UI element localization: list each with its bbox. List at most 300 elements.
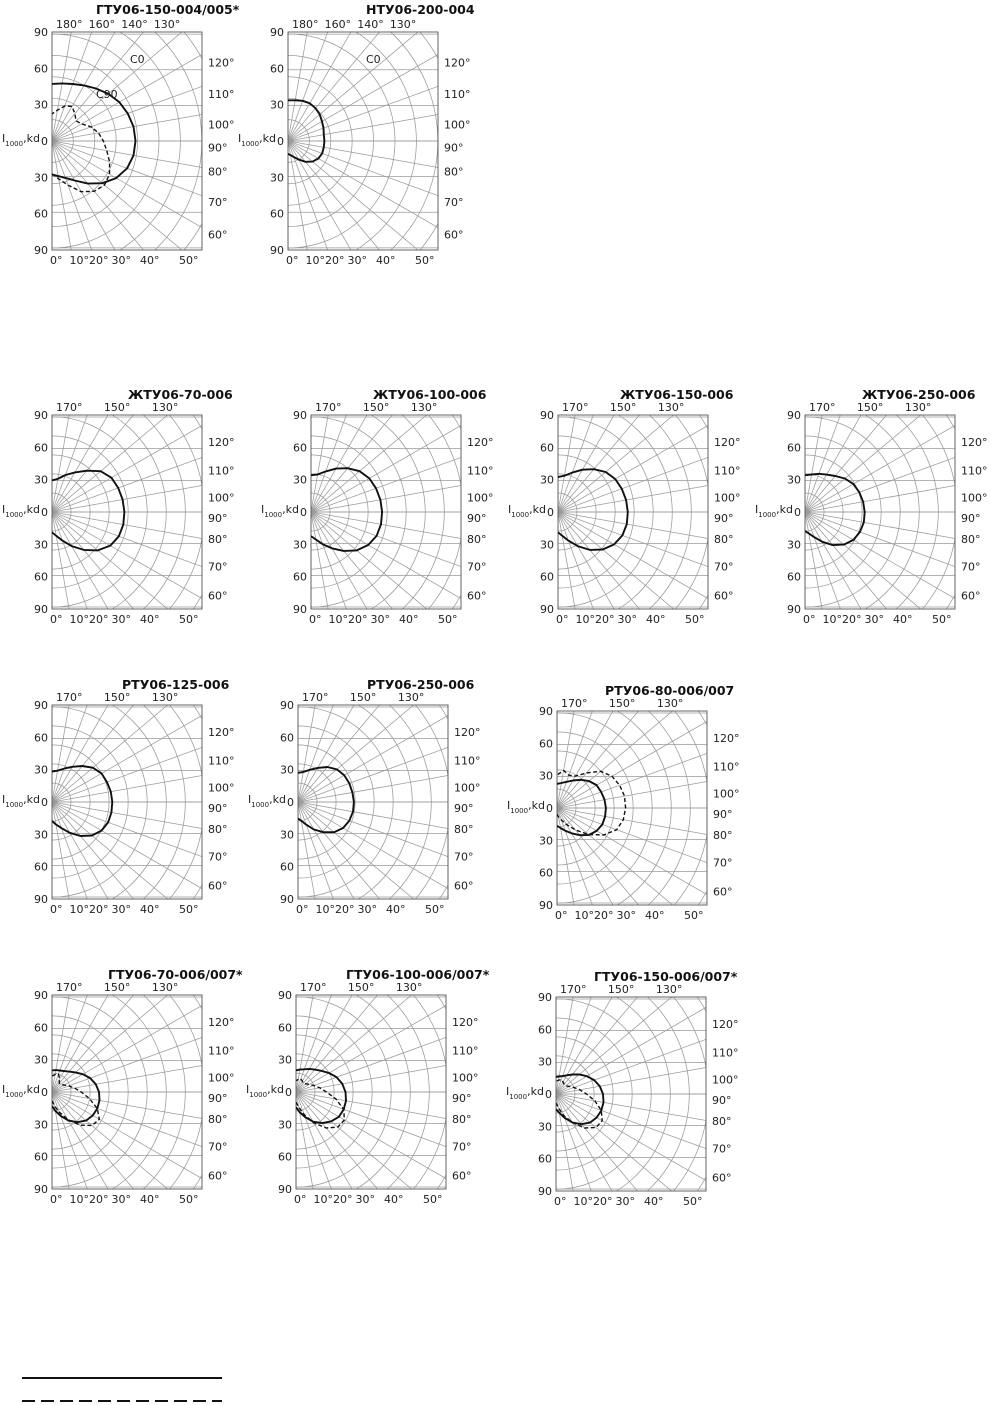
right-angle-label: 90° <box>208 511 228 525</box>
left-intensity-label: 60 <box>540 570 554 584</box>
grid-ray <box>52 835 358 1092</box>
bottom-angle-label: 50° <box>932 613 952 626</box>
grid-ray <box>52 1092 358 1349</box>
top-angle-label: 170° <box>300 981 327 994</box>
y-axis-label-unit: ,kd <box>23 793 40 806</box>
left-intensity-label: 60 <box>34 1150 48 1164</box>
legend <box>22 1378 222 1401</box>
y-axis-label-subscript: 1000 <box>5 140 24 148</box>
grid-ray <box>52 545 358 802</box>
polar-chart-2 <box>95 0 688 541</box>
grid-ray <box>52 512 121 906</box>
right-angle-label: 60° <box>208 879 228 893</box>
series-curve-2 <box>52 1074 99 1125</box>
grid-ray <box>288 141 682 210</box>
top-angle-label: 130° <box>395 981 423 994</box>
bottom-angle-label: 50° <box>438 613 458 626</box>
top-angle-label: 130° <box>153 18 181 31</box>
grid-ray <box>52 1023 446 1092</box>
bottom-angle-label: 50° <box>425 903 445 916</box>
curve-label: C90 <box>96 88 118 101</box>
grid-ray <box>557 808 814 1114</box>
right-angle-label: 120° <box>961 436 988 450</box>
chart-title: НТУ06-200-004 <box>366 2 475 17</box>
grid-ray <box>311 118 380 512</box>
bottom-angle-label: 0° <box>50 613 63 626</box>
left-intensity-label: 30 <box>293 538 307 552</box>
grid-ray <box>557 414 626 808</box>
top-angle-label: 180° <box>56 18 83 31</box>
grid-ray <box>805 118 874 512</box>
grid-ray <box>52 512 428 649</box>
y-axis-label-unit: ,kd <box>269 793 286 806</box>
grid-ray <box>557 739 951 808</box>
left-intensity-label: 90 <box>539 705 553 718</box>
left-intensity-label: 90 <box>540 603 554 616</box>
left-intensity-label: 60 <box>293 570 307 584</box>
grid-ray <box>556 837 862 1094</box>
bottom-angle-label: 20° <box>325 254 345 267</box>
right-angle-label: 80° <box>713 829 733 843</box>
top-angle-label: 180° <box>292 18 319 31</box>
bottom-angle-label: 30° <box>616 909 636 922</box>
y-axis-label: $I_{1000},kd$ <box>508 503 546 519</box>
grid-ray <box>52 141 358 398</box>
right-angle-label: 100° <box>452 1071 479 1085</box>
bottom-angle-label: 0° <box>296 903 309 916</box>
right-angle-label: 70° <box>208 850 228 864</box>
top-angle-label: 150° <box>856 401 884 414</box>
grid-ray <box>298 733 692 802</box>
right-angle-label: 100° <box>208 491 235 505</box>
chart-title: ЖТУ06-250-006 <box>862 387 976 402</box>
y-axis-label-subscript: 1000 <box>510 807 529 815</box>
left-intensity-label: 30 <box>293 473 307 487</box>
right-angle-label: 100° <box>712 1073 739 1087</box>
grid-ray <box>558 512 952 581</box>
chart-title: ГТУ06-70-006/007* <box>108 967 243 982</box>
grid-ray <box>288 141 594 398</box>
y-axis-label-subscript: 1000 <box>511 511 530 519</box>
grid-ray <box>296 835 602 1092</box>
bottom-angle-label: 10° <box>573 1195 593 1208</box>
grid-ray <box>52 512 309 818</box>
bottom-angle-label: 20° <box>593 1195 613 1208</box>
right-angle-label: 80° <box>208 165 228 179</box>
bottom-angle-label: 10° <box>313 1193 333 1206</box>
grid-ray <box>557 502 814 808</box>
y-axis-label: $I_{1000},kd$ <box>2 1083 40 1099</box>
grid-ray <box>296 1092 496 1405</box>
right-angle-label: 110° <box>714 464 741 478</box>
grid-ray <box>288 72 682 141</box>
left-intensity-label: 0 <box>546 802 553 815</box>
grid-ray <box>556 1094 862 1351</box>
right-angle-label: 100° <box>208 781 235 795</box>
polar-chart-1 <box>0 0 452 541</box>
top-angle-label: 130° <box>397 691 425 704</box>
bottom-angle-label: 20° <box>89 613 109 626</box>
left-intensity-label: 90 <box>293 409 307 422</box>
bottom-angle-label: 10° <box>328 613 348 626</box>
left-intensity-label: 60 <box>34 62 48 76</box>
right-angle-label: 80° <box>208 823 228 837</box>
left-intensity-label: 90 <box>787 409 801 422</box>
grid-ray <box>805 512 874 906</box>
y-axis-label-unit: ,kd <box>23 503 40 516</box>
bottom-angle-label: 20° <box>89 1193 109 1206</box>
grid-ray <box>296 1092 672 1229</box>
y-axis-label-unit: ,kd <box>776 503 793 516</box>
left-intensity-label: 30 <box>539 834 553 848</box>
grid-ray <box>556 1094 950 1163</box>
left-intensity-label: 30 <box>34 473 48 487</box>
top-angle-label: 160° <box>88 18 116 31</box>
bottom-angle-label: 50° <box>415 254 435 267</box>
grid-ray <box>556 788 813 1094</box>
curve-label: C0 <box>130 53 145 66</box>
left-intensity-label: 30 <box>270 171 284 185</box>
bottom-angle-label: 0° <box>50 903 63 916</box>
right-angle-label: 90° <box>454 801 474 815</box>
bottom-angle-label: 30° <box>347 254 367 267</box>
left-intensity-label: 60 <box>278 1021 292 1035</box>
bottom-angle-label: 50° <box>684 909 704 922</box>
right-angle-label: 60° <box>714 589 734 603</box>
grid-ray <box>558 206 815 512</box>
y-axis-label-unit: ,kd <box>528 799 545 812</box>
y-axis-label-subscript: 1000 <box>241 140 260 148</box>
right-angle-label: 120° <box>713 732 740 746</box>
right-angle-label: 70° <box>961 560 981 574</box>
top-angle-label: 170° <box>560 983 587 996</box>
right-angle-label: 90° <box>208 1091 228 1105</box>
right-angle-label: 80° <box>444 165 464 179</box>
right-angle-label: 60° <box>713 885 733 899</box>
bottom-angle-label: 30° <box>370 613 390 626</box>
top-angle-label: 170° <box>56 691 83 704</box>
right-angle-label: 110° <box>208 1044 235 1058</box>
right-angle-label: 110° <box>467 464 494 478</box>
grid-ray <box>558 443 952 512</box>
grid-ray <box>311 512 705 581</box>
left-intensity-label: 30 <box>540 473 554 487</box>
right-angle-label: 60° <box>208 1169 228 1183</box>
bottom-angle-label: 10° <box>315 903 335 916</box>
y-axis-label: $I_{1000},kd$ <box>261 503 299 519</box>
y-axis-label: $I_{1000},kd$ <box>2 132 40 148</box>
y-axis-label-unit: ,kd <box>23 132 40 145</box>
y-axis-label: $I_{1000},kd$ <box>755 503 793 519</box>
left-intensity-label: 0 <box>41 1086 48 1099</box>
chart-title: ЖТУ06-70-006 <box>128 387 233 402</box>
top-angle-label: 130° <box>410 401 438 414</box>
top-angle-label: 130° <box>389 18 417 31</box>
bottom-angle-label: 40° <box>140 254 160 267</box>
left-intensity-label: 0 <box>300 506 307 519</box>
right-angle-label: 90° <box>714 511 734 525</box>
left-intensity-label: 30 <box>34 538 48 552</box>
left-intensity-label: 30 <box>34 1053 48 1067</box>
y-axis-label: $I_{1000},kd$ <box>248 793 286 809</box>
grid-ray <box>558 512 864 769</box>
grid-ray <box>52 456 252 802</box>
grid-ray <box>311 512 380 906</box>
left-intensity-label: 90 <box>538 1185 552 1198</box>
y-axis-label-unit: ,kd <box>259 132 276 145</box>
right-angle-label: 110° <box>444 88 471 102</box>
right-angle-label: 70° <box>452 1140 472 1154</box>
grid-ray <box>52 1092 446 1161</box>
left-intensity-label: 60 <box>34 207 48 221</box>
grid-ray <box>311 512 687 649</box>
grid-ray <box>557 808 933 945</box>
left-intensity-label: 30 <box>34 828 48 842</box>
grid-ray <box>557 808 951 877</box>
right-angle-label: 60° <box>712 1171 732 1185</box>
left-intensity-label: 0 <box>287 796 294 809</box>
left-intensity-label: 60 <box>538 1023 552 1037</box>
left-intensity-label: 30 <box>34 1118 48 1132</box>
right-angle-label: 100° <box>714 491 741 505</box>
right-angle-label: 70° <box>454 850 474 864</box>
bottom-angle-label: 0° <box>803 613 816 626</box>
left-intensity-label: 30 <box>538 1055 552 1069</box>
right-angle-label: 90° <box>208 141 228 155</box>
right-angle-label: 120° <box>714 436 741 450</box>
grid-ray <box>805 512 991 769</box>
right-angle-label: 90° <box>961 511 981 525</box>
bottom-angle-label: 30° <box>615 1195 635 1208</box>
y-axis-label-subscript: 1000 <box>249 1091 268 1099</box>
grid-ray <box>52 141 446 210</box>
left-intensity-label: 60 <box>278 1150 292 1164</box>
right-angle-label: 90° <box>712 1093 732 1107</box>
grid-ray <box>558 512 934 649</box>
top-angle-label: 150° <box>347 981 375 994</box>
grid-ray <box>556 1094 693 1405</box>
top-angle-label: 130° <box>151 691 179 704</box>
right-angle-label: 110° <box>208 88 235 102</box>
left-intensity-label: 90 <box>34 244 48 257</box>
right-angle-label: 80° <box>961 533 981 547</box>
grid-ray <box>296 1092 690 1161</box>
bottom-angle-label: 20° <box>595 613 615 626</box>
left-intensity-label: 30 <box>787 538 801 552</box>
top-angle-label: 130° <box>151 401 179 414</box>
bottom-angle-label: 0° <box>556 613 569 626</box>
chart-title: РТУ06-125-006 <box>122 677 230 692</box>
bottom-angle-label: 10° <box>822 613 842 626</box>
y-axis-label-unit: ,kd <box>267 1083 284 1096</box>
top-angle-label: 130° <box>151 981 179 994</box>
top-angle-label: 150° <box>609 401 637 414</box>
bottom-angle-label: 40° <box>376 254 396 267</box>
bottom-angle-label: 0° <box>309 613 322 626</box>
grid-ray <box>556 1094 932 1231</box>
polar-grid <box>0 0 452 541</box>
right-angle-label: 60° <box>467 589 487 603</box>
grid-ray <box>805 512 942 888</box>
chart-title: РТУ06-80-006/007 <box>605 683 735 698</box>
bottom-angle-label: 40° <box>645 909 665 922</box>
right-angle-label: 60° <box>444 228 464 242</box>
y-axis-label: $I_{1000},kd$ <box>506 1085 544 1101</box>
left-intensity-label: 90 <box>270 26 284 39</box>
grid-ray <box>296 1092 365 1405</box>
bottom-angle-label: 20° <box>594 909 614 922</box>
top-angle-label: 150° <box>362 401 390 414</box>
right-angle-label: 70° <box>444 196 464 210</box>
grid-ray <box>52 375 428 512</box>
right-angle-label: 120° <box>452 1016 479 1030</box>
left-intensity-label: 30 <box>34 98 48 112</box>
right-angle-label: 120° <box>208 726 235 740</box>
right-angle-label: 80° <box>467 533 487 547</box>
left-intensity-label: 60 <box>787 570 801 584</box>
left-intensity-label: 60 <box>787 441 801 455</box>
left-intensity-label: 0 <box>41 796 48 809</box>
left-intensity-label: 60 <box>293 441 307 455</box>
right-angle-label: 80° <box>714 533 734 547</box>
bottom-angle-label: 40° <box>140 613 160 626</box>
bottom-angle-label: 30° <box>617 613 637 626</box>
bottom-angle-label: 30° <box>864 613 884 626</box>
grid-ray <box>296 698 365 1092</box>
bottom-angle-label: 40° <box>644 1195 664 1208</box>
left-intensity-label: 90 <box>280 699 294 712</box>
left-intensity-label: 30 <box>278 1118 292 1132</box>
right-angle-label: 100° <box>713 787 740 801</box>
y-axis-label: $I_{1000},kd$ <box>2 793 40 809</box>
grid-ray <box>311 206 568 512</box>
y-axis-label-subscript: 1000 <box>5 511 24 519</box>
grid-ray <box>558 118 627 512</box>
grid-ray <box>52 72 446 141</box>
left-intensity-label: 90 <box>34 409 48 422</box>
right-angle-label: 100° <box>208 1071 235 1085</box>
grid-ray <box>52 496 309 802</box>
grid-ray <box>52 1092 189 1405</box>
bottom-angle-label: 20° <box>333 1193 353 1206</box>
left-intensity-label: 60 <box>539 866 553 880</box>
left-intensity-label: 0 <box>41 135 48 148</box>
bottom-angle-label: 30° <box>111 613 131 626</box>
left-intensity-label: 30 <box>34 171 48 185</box>
curves <box>805 474 865 545</box>
top-angle-label: 150° <box>607 983 635 996</box>
top-angle-label: 130° <box>904 401 932 414</box>
top-angle-label: 150° <box>103 401 131 414</box>
grid-ray <box>805 136 942 512</box>
left-intensity-label: 60 <box>540 441 554 455</box>
right-angle-label: 110° <box>713 760 740 774</box>
left-intensity-label: 90 <box>293 603 307 616</box>
left-intensity-label: 0 <box>794 506 801 519</box>
grid-ray <box>311 443 705 512</box>
left-intensity-label: 30 <box>538 1120 552 1134</box>
right-angle-label: 110° <box>452 1044 479 1058</box>
right-angle-label: 120° <box>208 436 235 450</box>
chart-title: РТУ06-250-006 <box>367 677 475 692</box>
grid-ray <box>288 141 425 517</box>
bottom-angle-label: 30° <box>357 903 377 916</box>
grid-ray <box>52 802 358 1059</box>
right-angle-label: 100° <box>208 118 235 132</box>
left-intensity-label: 90 <box>270 244 284 257</box>
y-axis-label: $I_{1000},kd$ <box>2 503 40 519</box>
left-intensity-label: 60 <box>539 737 553 751</box>
right-angle-label: 80° <box>208 1113 228 1127</box>
y-axis-label-unit: ,kd <box>529 503 546 516</box>
left-intensity-label: 60 <box>34 860 48 874</box>
y-axis-label-subscript: 1000 <box>5 1091 24 1099</box>
left-intensity-label: 90 <box>34 699 48 712</box>
y-axis-label-subscript: 1000 <box>758 511 777 519</box>
bottom-angle-label: 40° <box>386 903 406 916</box>
bottom-angle-label: 50° <box>685 613 705 626</box>
left-intensity-label: 60 <box>34 1021 48 1035</box>
grid-ray <box>52 166 252 512</box>
right-angle-label: 70° <box>714 560 734 574</box>
grid-ray <box>298 456 498 802</box>
bottom-angle-label: 0° <box>50 254 63 267</box>
right-angle-label: 60° <box>208 228 228 242</box>
right-angle-label: 110° <box>208 464 235 478</box>
grid-ray <box>557 808 626 1202</box>
bottom-angle-label: 30° <box>355 1193 375 1206</box>
curve-label: C0 <box>366 53 381 66</box>
grid-ray <box>52 746 252 1092</box>
bottom-angle-label: 40° <box>384 1193 404 1206</box>
left-intensity-label: 90 <box>34 1183 48 1196</box>
right-angle-label: 80° <box>454 823 474 837</box>
bottom-angle-label: 50° <box>683 1195 703 1208</box>
y-axis-label: $I_{1000},kd$ <box>238 132 276 148</box>
left-intensity-label: 90 <box>34 26 48 39</box>
right-angle-label: 90° <box>467 511 487 525</box>
right-angle-label: 120° <box>454 726 481 740</box>
grid-ray <box>52 1092 309 1398</box>
y-axis-label-subscript: 1000 <box>264 511 283 519</box>
chart-title: ЖТУ06-150-006 <box>620 387 734 402</box>
bottom-angle-label: 10° <box>574 909 594 922</box>
right-angle-label: 120° <box>467 436 494 450</box>
left-intensity-label: 60 <box>34 731 48 745</box>
right-angle-label: 90° <box>713 807 733 821</box>
left-intensity-label: 60 <box>270 62 284 76</box>
right-angle-label: 70° <box>712 1142 732 1156</box>
grid-ray <box>52 1092 121 1405</box>
left-intensity-label: 60 <box>34 441 48 455</box>
right-angle-label: 120° <box>208 1016 235 1030</box>
right-angle-label: 100° <box>454 781 481 795</box>
grid-ray <box>557 808 863 1065</box>
grid-ray <box>52 802 309 1108</box>
left-intensity-label: 0 <box>41 506 48 519</box>
top-angle-label: 150° <box>349 691 377 704</box>
bottom-angle-label: 50° <box>179 1193 199 1206</box>
grid-ray <box>52 141 189 517</box>
right-angle-label: 60° <box>208 589 228 603</box>
chart-title: ГТУ06-100-006/007* <box>346 967 490 982</box>
left-intensity-label: 60 <box>538 1152 552 1166</box>
top-angle-label: 170° <box>56 981 83 994</box>
bottom-angle-label: 30° <box>111 903 131 916</box>
grid-ray <box>298 802 367 1196</box>
right-angle-label: 90° <box>444 141 464 155</box>
left-intensity-label: 0 <box>545 1088 552 1101</box>
